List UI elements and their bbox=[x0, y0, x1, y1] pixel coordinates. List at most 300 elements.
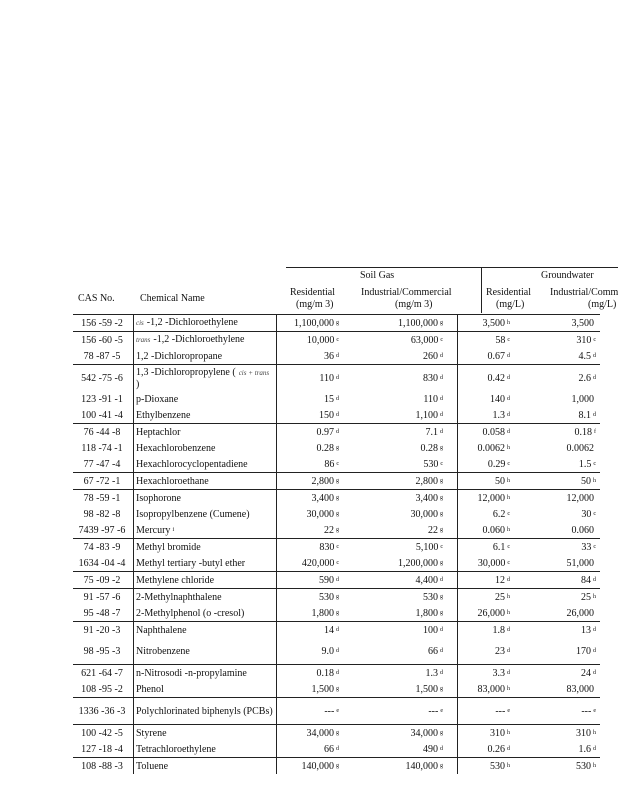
chemical-name bbox=[134, 758, 277, 775]
chemical-name-text: Mercury bbox=[136, 524, 171, 536]
soil-gas-residential-value: 14 bbox=[324, 624, 334, 636]
groundwater-residential-value: 12 bbox=[495, 574, 505, 586]
table-row bbox=[73, 589, 600, 606]
groundwater-industrial bbox=[524, 391, 600, 407]
footnote-marker: d bbox=[507, 669, 510, 676]
cas-number: 127 -18 -4 bbox=[81, 743, 123, 755]
groundwater-heading: Groundwater bbox=[541, 270, 594, 281]
soil-gas-industrial-value: 7.1 bbox=[425, 426, 438, 438]
soil-gas-residential-value: 36 bbox=[324, 350, 334, 362]
groundwater-residential bbox=[458, 758, 525, 775]
soil-gas-residential bbox=[277, 589, 354, 606]
table-row bbox=[73, 638, 600, 665]
chemical-name bbox=[134, 407, 277, 424]
table-body bbox=[73, 315, 600, 775]
table-row bbox=[73, 391, 600, 407]
cas-number: 1336 -36 -3 bbox=[73, 698, 134, 725]
groundwater-industrial bbox=[524, 725, 600, 742]
soil-gas-industrial-value: 30,000 bbox=[410, 508, 438, 520]
footnote-marker: d bbox=[440, 745, 443, 752]
groundwater-industrial-value: --- bbox=[581, 705, 592, 717]
soil-gas-residential-value: 530 bbox=[319, 591, 334, 603]
chemical-name-text: n-Nitrosodi -n-propylamine bbox=[136, 667, 247, 679]
cas-number: 118 -74 -1 bbox=[81, 442, 123, 454]
groundwater-industrial bbox=[524, 681, 600, 698]
soil-gas-residential bbox=[277, 665, 354, 682]
groundwater-residential-value: 310 bbox=[490, 727, 505, 739]
cas-number: 7439 -97 -6 bbox=[78, 524, 126, 536]
groundwater-residential bbox=[458, 572, 525, 589]
groundwater-residential-value: 0.67 bbox=[487, 350, 505, 362]
chemical-name-text: Hexachloroethane bbox=[136, 475, 209, 487]
cas-number: 123 -91 -1 bbox=[81, 393, 123, 405]
soil-gas-industrial-value: 490 bbox=[423, 743, 438, 755]
table-row bbox=[73, 665, 600, 682]
footnote-marker: d bbox=[336, 352, 339, 359]
cas-number: 77 -47 -4 bbox=[83, 458, 121, 470]
chemical-prefix: cis bbox=[136, 319, 144, 327]
footnote-marker: c bbox=[507, 460, 510, 467]
cas-number: 74 -83 -9 bbox=[73, 539, 134, 556]
groundwater-industrial bbox=[524, 741, 600, 758]
footnote-marker: c bbox=[507, 543, 510, 550]
groundwater-residential bbox=[458, 638, 525, 665]
groundwater-residential-value: 83,000 bbox=[477, 683, 505, 695]
soil-gas-residential-value: 15 bbox=[324, 393, 334, 405]
footnote-marker: g bbox=[440, 494, 443, 501]
chemical-name bbox=[134, 522, 277, 539]
footnote-marker: c bbox=[507, 336, 510, 343]
groundwater-industrial-value: 0.18 bbox=[574, 426, 592, 438]
groundwater-industrial-value: 24 bbox=[581, 667, 591, 679]
soil-gas-residential bbox=[277, 605, 354, 622]
footnote-marker: h bbox=[507, 609, 510, 616]
chemical-name-text: Hexachlorocyclopentadiene bbox=[136, 458, 248, 470]
footnote-marker: d bbox=[507, 745, 510, 752]
groundwater-industrial-value: 83,000 bbox=[566, 683, 594, 695]
footnote-marker: d bbox=[593, 374, 596, 381]
groundwater-industrial bbox=[524, 622, 600, 639]
footnote-marker: d bbox=[593, 626, 596, 633]
footnote-marker: d bbox=[440, 626, 443, 633]
chemical-name bbox=[134, 391, 277, 407]
footnote-marker: g bbox=[336, 729, 339, 736]
groundwater-residential bbox=[458, 725, 525, 742]
groundwater-industrial-value: 13 bbox=[581, 624, 591, 636]
table-row bbox=[73, 456, 600, 473]
soil-gas-header-rule bbox=[286, 267, 481, 268]
soil-gas-industrial bbox=[353, 522, 458, 539]
chemical-name bbox=[134, 555, 277, 572]
groundwater-industrial bbox=[524, 440, 600, 456]
soil-gas-residential-value: 420,000 bbox=[301, 557, 335, 569]
groundwater-industrial-value: 8.1 bbox=[578, 409, 591, 421]
table-row bbox=[73, 407, 600, 424]
table-row bbox=[73, 348, 600, 365]
table-row bbox=[73, 725, 600, 742]
soil-gas-industrial-value: 830 bbox=[423, 372, 438, 384]
groundwater-industrial bbox=[524, 506, 600, 522]
footnote-marker: h bbox=[507, 762, 510, 769]
footnote-marker: c bbox=[507, 559, 510, 566]
footnote-marker: d bbox=[440, 669, 443, 676]
soil-gas-residential bbox=[277, 681, 354, 698]
footnote-marker: c bbox=[593, 336, 596, 343]
table-row bbox=[73, 605, 600, 622]
cas-number: 156 -60 -5 bbox=[73, 332, 134, 349]
groundwater-industrial-value: 3,500 bbox=[571, 317, 594, 329]
groundwater-residential bbox=[458, 407, 525, 424]
groundwater-industrial-value: 310 bbox=[576, 727, 591, 739]
groundwater-residential bbox=[458, 315, 525, 332]
chemical-name-text: Methylene chloride bbox=[136, 574, 215, 586]
soil-gas-industrial bbox=[353, 758, 458, 775]
groundwater-industrial bbox=[524, 473, 600, 490]
soil-gas-residential-value: 3,400 bbox=[311, 492, 334, 504]
footnote-marker: d bbox=[336, 374, 339, 381]
cas-number: 1634 -04 -4 bbox=[78, 557, 126, 569]
soil-gas-residential-value: 30,000 bbox=[306, 508, 334, 520]
groundwater-industrial bbox=[524, 572, 600, 589]
chemical-name-text: Nitrobenzene bbox=[136, 645, 190, 657]
groundwater-industrial bbox=[524, 555, 600, 572]
groundwater-residential bbox=[458, 473, 525, 490]
footnote-marker: g bbox=[440, 609, 443, 616]
footnote-marker: d bbox=[507, 647, 510, 654]
footnote-marker: g bbox=[440, 319, 443, 326]
groundwater-residential bbox=[458, 665, 525, 682]
footnote-marker: e bbox=[593, 707, 596, 714]
groundwater-residential-value: 50 bbox=[495, 475, 505, 487]
soil-gas-residential-value: --- bbox=[324, 705, 335, 717]
footnote-marker: d bbox=[593, 576, 596, 583]
chemical-column-header: Chemical Name bbox=[140, 293, 205, 304]
table-row bbox=[73, 681, 600, 698]
soil-gas-industrial-value: 1,200,000 bbox=[398, 557, 438, 569]
cas-number: 78 -87 -5 bbox=[83, 350, 121, 362]
chemical-name bbox=[134, 698, 277, 725]
groundwater-industrial bbox=[524, 698, 600, 725]
chemical-name bbox=[134, 365, 277, 392]
footnote-marker: d bbox=[507, 374, 510, 381]
chemical-name-text: Isophorone bbox=[136, 492, 181, 504]
soil-gas-industrial-value: 1.3 bbox=[425, 667, 438, 679]
footnote-marker: g bbox=[440, 526, 443, 533]
soil-gas-residential bbox=[277, 725, 354, 742]
chemical-name-text: Styrene bbox=[136, 727, 167, 739]
groundwater-industrial-value: 30 bbox=[581, 508, 592, 520]
footnote-marker: g bbox=[440, 762, 443, 769]
table-row bbox=[73, 555, 600, 572]
footnote-marker: g bbox=[440, 593, 443, 600]
footnote-marker: d bbox=[593, 647, 596, 654]
groundwater-residential bbox=[458, 440, 525, 456]
soil-gas-industrial bbox=[353, 424, 458, 441]
soil-gas-industrial bbox=[353, 365, 458, 392]
soil-gas-industrial bbox=[353, 456, 458, 473]
chemical-name-end: ) bbox=[136, 378, 140, 390]
footnote-marker: c bbox=[593, 510, 596, 517]
footnote-marker: c bbox=[336, 543, 339, 550]
groundwater-residential-value: 30,000 bbox=[477, 557, 506, 569]
chemical-name bbox=[134, 473, 277, 490]
chemical-name bbox=[134, 572, 277, 589]
chemical-name-text: -1,2 -Dichloroethylene bbox=[146, 317, 238, 328]
chemical-name-text: Polychlorinated biphenyls (PCBs) bbox=[136, 705, 273, 717]
groundwater-industrial-value: 84 bbox=[581, 574, 591, 586]
table-row bbox=[73, 473, 600, 490]
groundwater-industrial bbox=[524, 605, 600, 622]
soil-gas-industrial bbox=[353, 555, 458, 572]
cas-number: 76 -44 -8 bbox=[73, 424, 134, 441]
groundwater-industrial-value: 50 bbox=[581, 475, 591, 487]
soil-gas-industrial bbox=[353, 572, 458, 589]
chemical-name-text: Heptachlor bbox=[136, 426, 181, 438]
groundwater-residential-value: 1.8 bbox=[492, 624, 505, 636]
groundwater-residential-value: 58 bbox=[495, 334, 506, 346]
soil-gas-residential-value: 0.18 bbox=[316, 667, 334, 679]
soil-gas-industrial-value: 1,500 bbox=[415, 683, 438, 695]
cas-number: 75 -09 -2 bbox=[73, 572, 134, 589]
groundwater-residential-unit: (mg/L) bbox=[496, 299, 525, 310]
chemical-name-text: Isopropylbenzene (Cumene) bbox=[136, 508, 250, 520]
footnote-marker: h bbox=[507, 526, 510, 533]
soil-gas-residential-value: 86 bbox=[324, 458, 335, 470]
soil-gas-residential bbox=[277, 638, 354, 665]
soil-gas-residential bbox=[277, 698, 354, 725]
groundwater-residential bbox=[458, 698, 525, 725]
soil-gas-residential bbox=[277, 348, 354, 365]
cas-number: 98 -95 -3 bbox=[83, 645, 121, 657]
chemical-name bbox=[134, 348, 277, 365]
footnote-marker: g bbox=[336, 444, 339, 451]
groundwater-residential bbox=[458, 424, 525, 441]
cas-number: 91 -57 -6 bbox=[73, 589, 134, 606]
chemical-qualifier: cis + trans bbox=[238, 368, 270, 377]
soil-gas-industrial bbox=[353, 407, 458, 424]
soil-gas-industrial-value: 5,100 bbox=[415, 541, 439, 553]
groundwater-industrial bbox=[524, 638, 600, 665]
soil-gas-residential bbox=[277, 365, 354, 392]
table-row bbox=[73, 440, 600, 456]
footnote-marker: g bbox=[336, 319, 339, 326]
chemical-name bbox=[134, 315, 277, 332]
cas-number: 156 -59 -2 bbox=[73, 315, 134, 332]
groundwater-residential-value: 25 bbox=[495, 591, 505, 603]
soil-gas-industrial-value: 140,000 bbox=[405, 760, 438, 772]
table-row bbox=[73, 698, 600, 725]
groundwater-residential-header: Residential bbox=[486, 287, 531, 298]
footnote-marker: h bbox=[507, 477, 510, 484]
cas-number: 100 -42 -5 bbox=[73, 725, 134, 742]
chemical-name bbox=[134, 440, 277, 456]
group-divider bbox=[481, 267, 482, 313]
table-row bbox=[73, 622, 600, 639]
chemical-name bbox=[134, 456, 277, 473]
groundwater-residential-value: 0.29 bbox=[487, 458, 506, 470]
groundwater-industrial-value: 25 bbox=[581, 591, 591, 603]
groundwater-residential-value: 3.3 bbox=[492, 667, 505, 679]
groundwater-residential-value: 0.42 bbox=[487, 372, 505, 384]
soil-gas-industrial bbox=[353, 332, 458, 349]
soil-gas-industrial-value: 1,100 bbox=[415, 409, 438, 421]
soil-gas-residential bbox=[277, 473, 354, 490]
cas-number: 98 -82 -8 bbox=[83, 508, 121, 520]
groundwater-industrial-value: 26,000 bbox=[566, 607, 594, 619]
groundwater-industrial bbox=[524, 665, 600, 682]
cas-number: 95 -48 -7 bbox=[83, 607, 121, 619]
groundwater-residential-value: 12,000 bbox=[477, 492, 505, 504]
cas-number: 91 -20 -3 bbox=[73, 622, 134, 639]
groundwater-residential bbox=[458, 522, 525, 539]
footnote-marker: h bbox=[507, 729, 510, 736]
soil-gas-heading: Soil Gas bbox=[360, 270, 395, 281]
footnote-marker: h bbox=[507, 319, 510, 326]
chemical-name bbox=[134, 681, 277, 698]
cas-number: 542 -75 -6 bbox=[73, 365, 134, 392]
footnote-marker: d bbox=[593, 669, 596, 676]
groundwater-residential-value: 6.1 bbox=[492, 541, 506, 553]
soil-gas-industrial bbox=[353, 539, 458, 556]
soil-gas-industrial bbox=[353, 391, 458, 407]
footnote-marker: g bbox=[336, 593, 339, 600]
footnote-marker: e bbox=[336, 707, 339, 714]
groundwater-industrial-unit: (mg/L) bbox=[588, 299, 617, 310]
soil-gas-residential-header: Residential bbox=[290, 287, 335, 298]
footnote-marker: d bbox=[507, 352, 510, 359]
groundwater-industrial-value: 0.0062 bbox=[566, 442, 594, 454]
chemical-name bbox=[134, 725, 277, 742]
groundwater-residential-value: --- bbox=[495, 705, 506, 717]
footnote-marker: h bbox=[507, 494, 510, 501]
groundwater-industrial bbox=[524, 490, 600, 507]
footnote-marker: d bbox=[336, 745, 339, 752]
groundwater-residential bbox=[458, 365, 525, 392]
groundwater-industrial-value: 4.5 bbox=[578, 350, 591, 362]
footnote-marker: g bbox=[440, 729, 443, 736]
soil-gas-industrial-value: 63,000 bbox=[410, 334, 439, 346]
groundwater-residential-value: 3,500 bbox=[482, 317, 505, 329]
footnote-marker: d bbox=[440, 352, 443, 359]
footnote-marker: d bbox=[507, 428, 510, 435]
soil-gas-industrial bbox=[353, 605, 458, 622]
soil-gas-residential-value: 1,500 bbox=[311, 683, 334, 695]
footnote-marker: i bbox=[172, 526, 175, 533]
table-row bbox=[73, 315, 600, 332]
table-row bbox=[73, 522, 600, 539]
soil-gas-industrial bbox=[353, 315, 458, 332]
footnote-marker: d bbox=[440, 576, 443, 583]
soil-gas-residential bbox=[277, 424, 354, 441]
footnote-marker: c bbox=[593, 543, 596, 550]
groundwater-industrial bbox=[524, 315, 600, 332]
soil-gas-industrial bbox=[353, 741, 458, 758]
footnote-marker: h bbox=[593, 762, 596, 769]
chemical-name bbox=[134, 741, 277, 758]
cas-number: 78 -59 -1 bbox=[73, 490, 134, 507]
soil-gas-industrial bbox=[353, 490, 458, 507]
chemical-name-text: p-Dioxane bbox=[136, 393, 179, 405]
chemical-name bbox=[134, 589, 277, 606]
groundwater-residential bbox=[458, 348, 525, 365]
soil-gas-residential bbox=[277, 391, 354, 407]
table-row bbox=[73, 741, 600, 758]
soil-gas-industrial bbox=[353, 725, 458, 742]
soil-gas-industrial bbox=[353, 681, 458, 698]
soil-gas-residential bbox=[277, 572, 354, 589]
soil-gas-residential-value: 150 bbox=[319, 409, 334, 421]
footnote-marker: e bbox=[507, 707, 510, 714]
footnote-marker: d bbox=[336, 626, 339, 633]
soil-gas-industrial-value: 2,800 bbox=[415, 475, 438, 487]
soil-gas-industrial bbox=[353, 506, 458, 522]
table-row bbox=[73, 332, 600, 349]
soil-gas-residential bbox=[277, 440, 354, 456]
soil-gas-industrial-value: 3,400 bbox=[415, 492, 438, 504]
groundwater-residential bbox=[458, 681, 525, 698]
groundwater-industrial bbox=[524, 522, 600, 539]
groundwater-industrial bbox=[524, 758, 600, 775]
footnote-marker: d bbox=[440, 428, 443, 435]
footnote-marker: d bbox=[440, 647, 443, 654]
footnote-marker: d bbox=[440, 374, 443, 381]
soil-gas-industrial-value: 1,100,000 bbox=[398, 317, 438, 329]
footnote-marker: g bbox=[336, 609, 339, 616]
groundwater-residential-value: 23 bbox=[495, 645, 505, 657]
footnote-marker: h bbox=[593, 593, 596, 600]
footnote-marker: d bbox=[593, 745, 596, 752]
footnote-marker: c bbox=[507, 510, 510, 517]
soil-gas-residential-unit: (mg/m 3) bbox=[296, 299, 334, 310]
cas-number: 108 -95 -2 bbox=[81, 683, 123, 695]
groundwater-industrial bbox=[524, 424, 600, 441]
groundwater-residential bbox=[458, 456, 525, 473]
soil-gas-residential bbox=[277, 758, 354, 775]
soil-gas-residential-value: 66 bbox=[324, 743, 334, 755]
groundwater-industrial-value: 170 bbox=[576, 645, 591, 657]
soil-gas-industrial bbox=[353, 589, 458, 606]
footnote-marker: c bbox=[440, 543, 443, 550]
chemical-name bbox=[134, 332, 277, 349]
groundwater-residential-value: 530 bbox=[490, 760, 505, 772]
chemical-name-text: 2-Methylnaphthalene bbox=[136, 591, 222, 603]
soil-gas-residential bbox=[277, 315, 354, 332]
soil-gas-industrial-value: 34,000 bbox=[410, 727, 438, 739]
soil-gas-residential bbox=[277, 332, 354, 349]
soil-gas-residential-value: 0.28 bbox=[316, 442, 334, 454]
footnote-marker: c bbox=[593, 460, 596, 467]
table-row bbox=[73, 424, 600, 441]
chemical-name bbox=[134, 539, 277, 556]
soil-gas-residential bbox=[277, 555, 354, 572]
footnote-marker: c bbox=[336, 460, 339, 467]
footnote-marker: h bbox=[507, 444, 510, 451]
chemical-name-text: Toluene bbox=[136, 760, 169, 772]
table-row bbox=[73, 490, 600, 507]
screening-levels-table bbox=[73, 314, 600, 774]
soil-gas-industrial-value: 530 bbox=[423, 458, 439, 470]
footnote-marker: h bbox=[507, 685, 510, 692]
groundwater-industrial bbox=[524, 332, 600, 349]
table-row bbox=[73, 572, 600, 589]
groundwater-industrial-value: 51,000 bbox=[566, 557, 594, 569]
footnote-marker: g bbox=[440, 685, 443, 692]
groundwater-industrial bbox=[524, 589, 600, 606]
soil-gas-industrial-value: 100 bbox=[423, 624, 438, 636]
footnote-marker: g bbox=[440, 510, 443, 517]
soil-gas-residential-value: 140,000 bbox=[301, 760, 334, 772]
footnote-marker: d bbox=[507, 576, 510, 583]
